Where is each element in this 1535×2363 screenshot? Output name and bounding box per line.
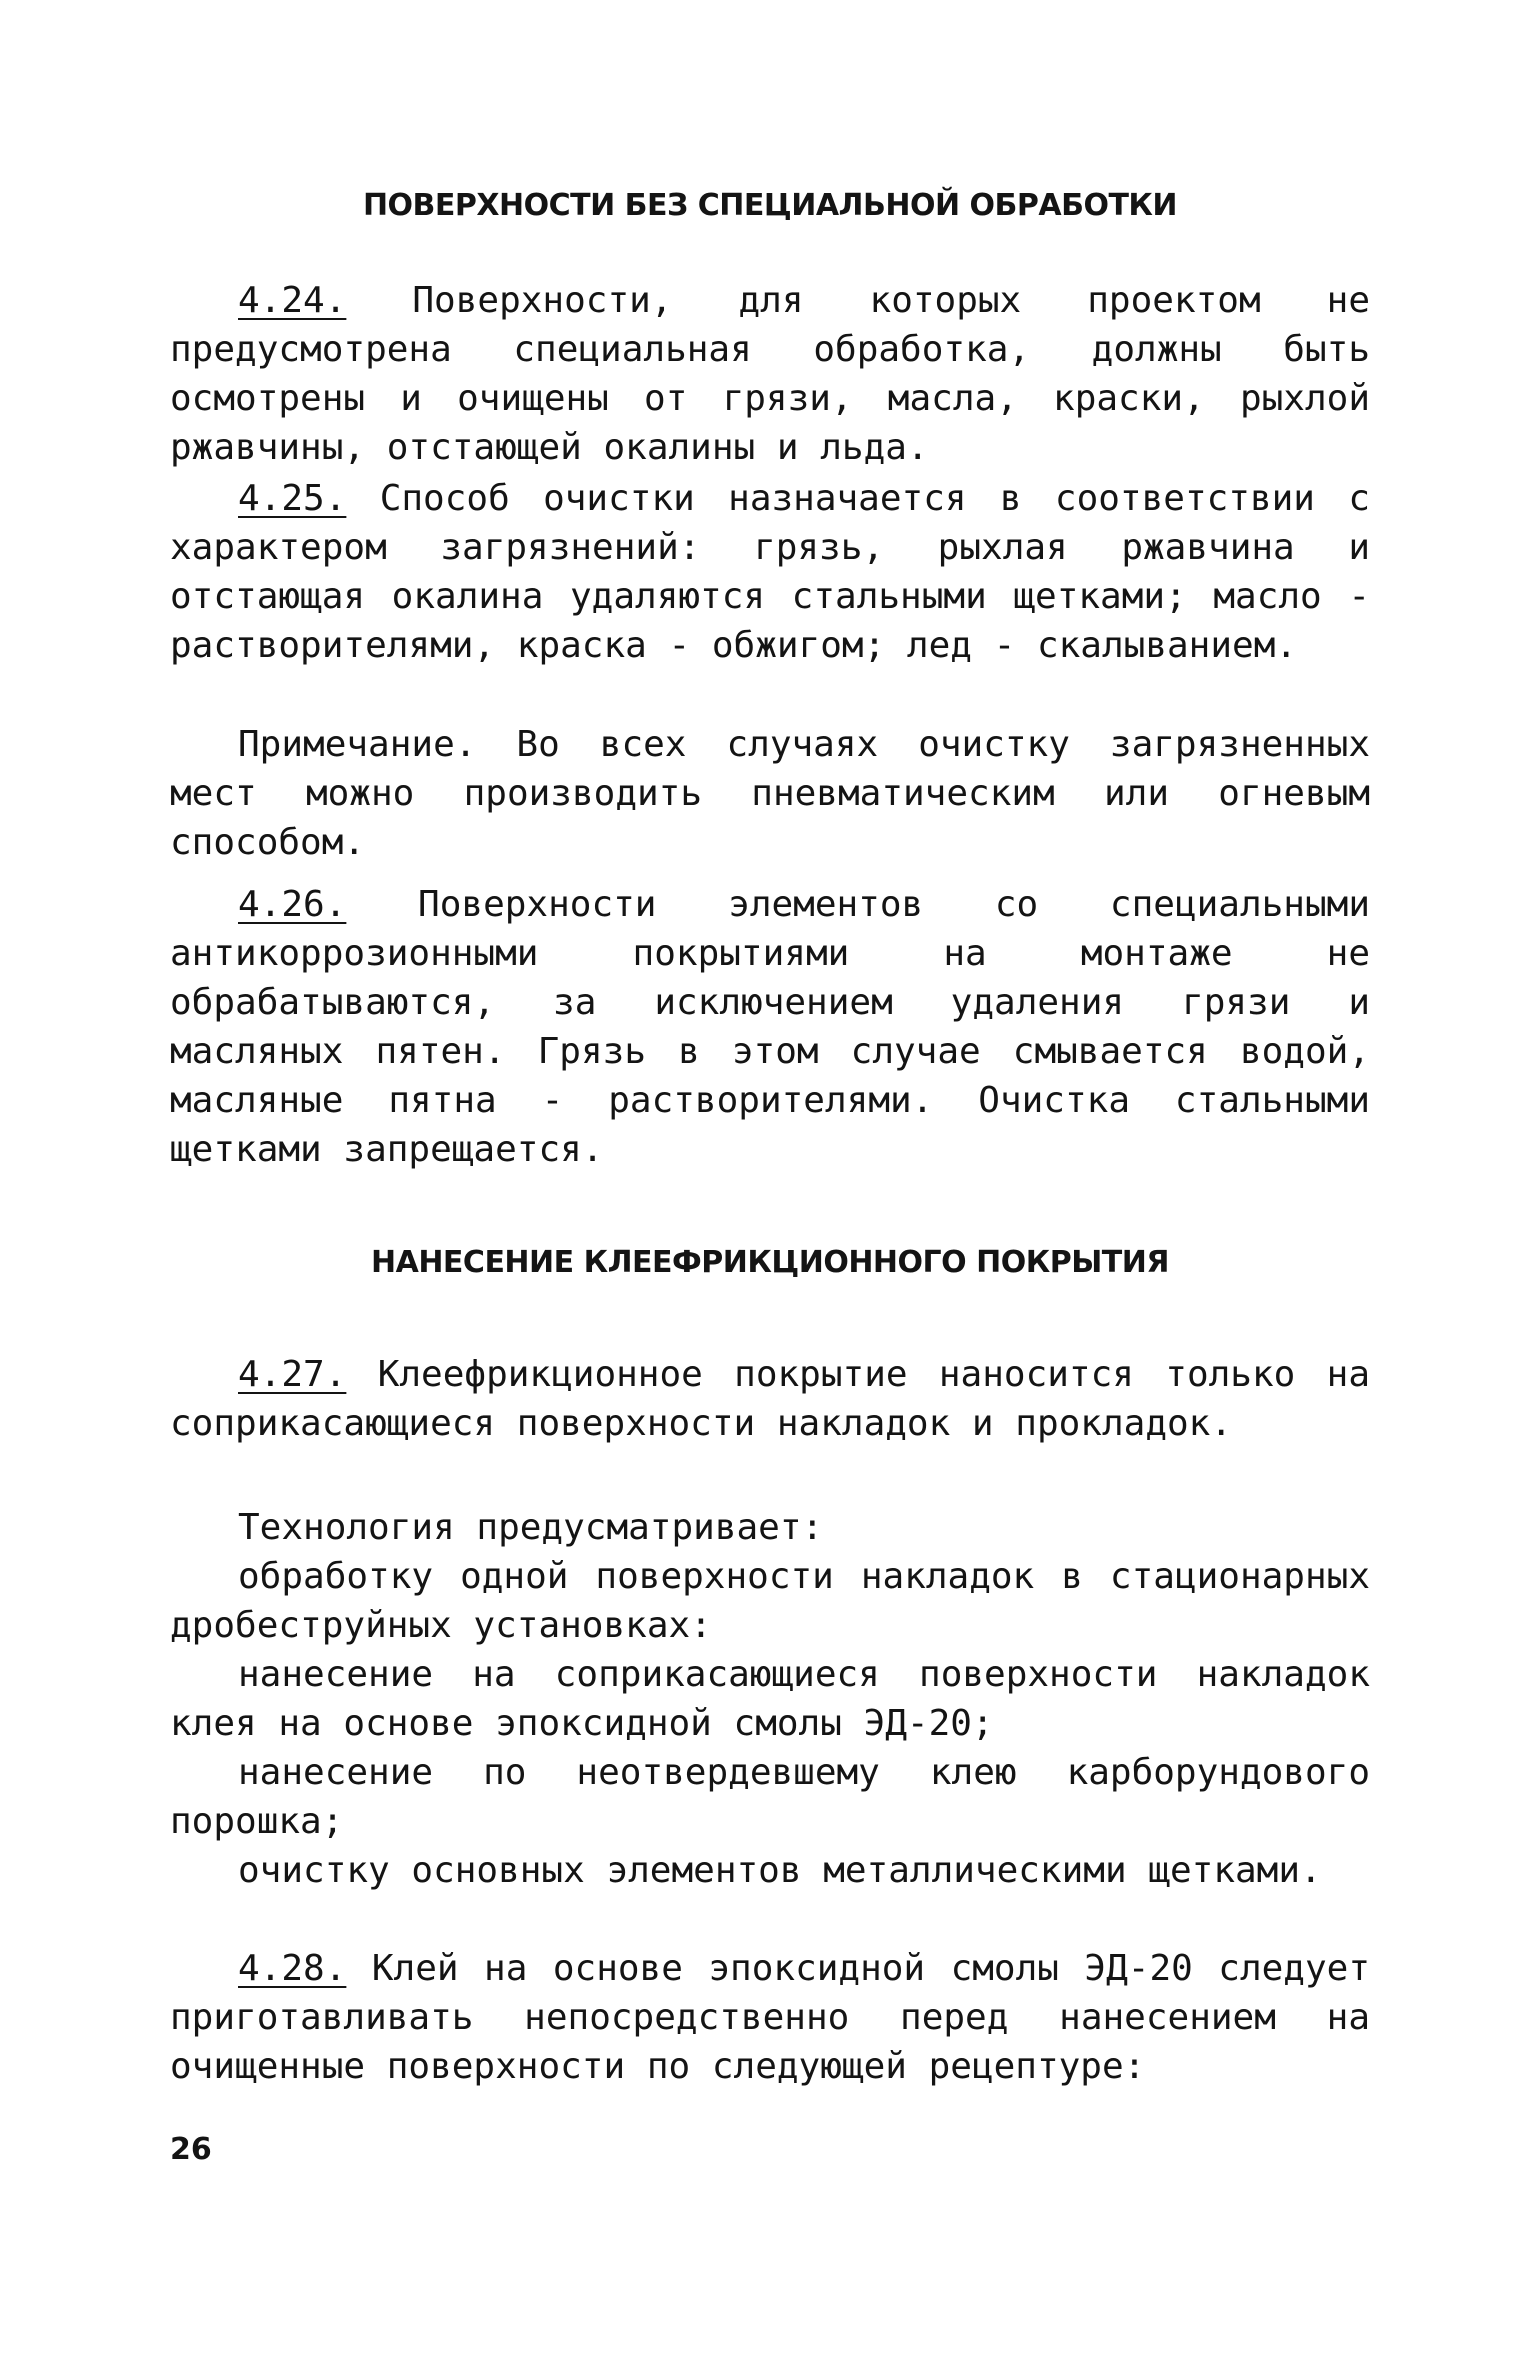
clause-number: 4.26.: [238, 884, 347, 925]
paragraph-text: Поверхности элементов со специальными антикоррозионными покрытиями на монтаже не обрабатываются, за исключением удаления грязи и масляных пятен. Грязь в этом случае смывается водой, масляные пятна - растворителями. Очистка стальными щетками запрещается.: [170, 884, 1370, 1170]
list-item-text: обработку одной поверхности накладок в стационарных дробеструйных установках:: [170, 1556, 1370, 1646]
paragraph-4-25: [170, 474, 1370, 670]
paragraph-technology: [170, 1503, 1370, 1552]
note-text: Примечание. Во всех случаях очистку загрязненных мест можно производить пневматическим или огневым способом.: [170, 724, 1370, 863]
paragraph-text: Способ очистки назначается в соответствии с характером загрязнений: грязь, рыхлая ржавчина и отстающая окалина удаляются стальными щетками; масло - растворителями, краска - обжигом; лед - скалыванием.: [170, 478, 1370, 666]
list-item-glue: [170, 1650, 1370, 1748]
section-heading-surfaces: ПОВЕРХНОСТИ БЕЗ СПЕЦИАЛЬНОЙ ОБРАБОТКИ: [362, 188, 1178, 223]
clause-number: 4.24.: [238, 280, 347, 321]
clause-number: 4.28.: [238, 1948, 347, 1989]
list-item-text: очистку основных элементов металлическими щетками.: [238, 1850, 1322, 1891]
paragraph-4-27: [170, 1350, 1370, 1448]
paragraph-text: Клеефрикционное покрытие наносится только на соприкасающиеся поверхности накладок и прокладок.: [170, 1354, 1370, 1444]
list-item-text: нанесение по неотвердевшему клею карборундового порошка;: [170, 1752, 1370, 1842]
list-item-brushing: [170, 1846, 1370, 1895]
paragraph-4-24: [170, 276, 1370, 472]
paragraph-text: Поверхности, для которых проектом не предусмотрена специальная обработка, должны быть осмотрены и очищены от грязи, масла, краски, рыхлой ржавчины, отстающей окалины и льда.: [170, 280, 1370, 468]
paragraph-text: Технология предусматривает:: [238, 1507, 824, 1548]
section-heading-coating: НАНЕСЕНИЕ КЛЕЕФРИКЦИОННОГО ПОКРЫТИЯ: [371, 1245, 1169, 1280]
page-number: 26: [170, 2132, 212, 2167]
clause-number: 4.25.: [238, 478, 347, 519]
note-paragraph: [170, 720, 1370, 867]
paragraph-text: Клей на основе эпоксидной смолы ЭД-20 следует приготавливать непосредственно перед нанесением на очищенные поверхности по следующей рецептуре:: [170, 1948, 1370, 2087]
list-item-text: нанесение на соприкасающиеся поверхности накладок клея на основе эпоксидной смолы ЭД-20;: [170, 1654, 1370, 1744]
paragraph-4-26: [170, 880, 1370, 1174]
paragraph-4-28: [170, 1944, 1370, 2091]
clause-number: 4.27.: [238, 1354, 347, 1395]
list-item-carborundum: [170, 1748, 1370, 1846]
list-item-blasting: [170, 1552, 1370, 1650]
